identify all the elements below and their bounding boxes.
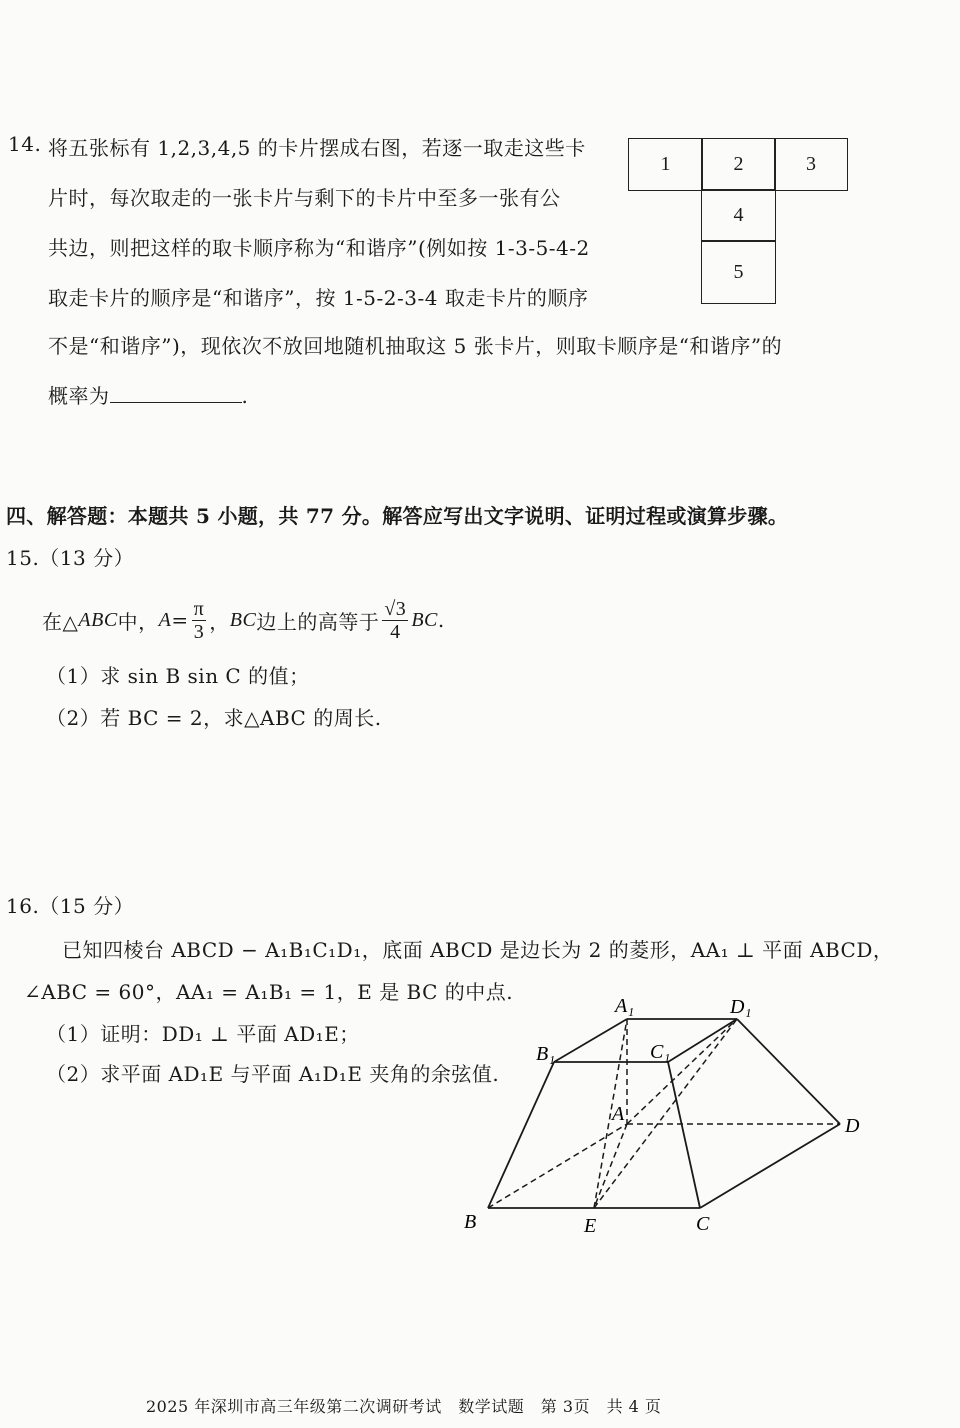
card-5: 5 [701,240,776,304]
q14-line-1: 将五张标有 1,2,3,4,5 的卡片摆成右图，若逐一取走这些卡 [48,136,586,160]
fraction-2-denominator: 4 [390,620,401,643]
fraction-1-numerator: π [193,597,205,620]
label-d1: D₁ [730,996,752,1018]
q15-stem-bc-2: BC [411,608,438,631]
edge-b1-b [488,1062,554,1208]
label-c: C [696,1213,710,1235]
q15-stem-comma: ， [209,609,230,634]
edge-c1-c [668,1062,700,1208]
label-a: A [612,1103,625,1125]
section-4-heading: 四、解答题：本题共 5 小题，共 77 分。解答应写出文字说明、证明过程或演算步骤。 [6,504,789,528]
q15-stem-equals: = [171,608,189,632]
page-footer: 2025 年深圳市高三年级第二次调研考试 数学试题 第 3页 共 4 页 [146,1397,662,1416]
q14-line-5: 不是“和谐序”)，现依次不放回地随机抽取这 5 张卡片，则取卡顺序是“和谐序”的 [48,334,783,358]
edge-d1-d [737,1019,840,1124]
card-4: 4 [701,189,776,242]
label-b1: B₁ [536,1043,556,1065]
q15-stem-bc: BC [229,608,257,631]
q16-part-1: （1）证明：DD₁ ⊥ 平面 AD₁E； [46,1022,360,1046]
q15-stem-angle-a: A [158,608,172,631]
edge-c1-d1 [668,1019,737,1062]
q14-number: 14. [8,132,42,156]
q15-stem-text-a: 在△ [42,609,79,634]
edge-b1-a1 [554,1019,627,1062]
q15-stem-abc: ABC [78,608,118,631]
fraction-2-numerator: √3 [384,597,407,620]
q15-part-2: （2）若 BC = 2，求△ABC 的周长. [46,706,382,730]
label-e: E [584,1215,597,1237]
q15-stem-period: . [437,608,445,632]
card-3: 3 [774,138,848,191]
segment-a-e [594,1124,627,1208]
q16-header: 16.（15 分） [6,894,135,918]
label-d: D [845,1115,860,1137]
q15-part-1: （1）求 sin B sin C 的值； [46,664,310,688]
q14-last-suffix: . [241,384,249,408]
q16-line-1: 已知四棱台 ABCD − A₁B₁C₁D₁，底面 ABCD 是边长为 2 的菱形，AA₁ ⊥ 平面 ABCD， [62,938,894,962]
label-c1: C₁ [650,1041,671,1063]
q14-last-prefix: 概率为 [48,384,110,408]
q15-stem-text-b: 中， [117,609,159,634]
edge-c-d [700,1124,840,1208]
q14-line-3: 共边，则把这样的取卡顺序称为“和谐序”(例如按 1-3-5-4-2 [48,236,590,260]
q15-stem-text-d: 边上的高等于 [256,609,380,634]
label-a1: A₁ [615,995,635,1017]
q14-line-2: 片时，每次取走的一张卡片与剩下的卡片中至多一张有公 [48,186,561,210]
q16-line-2: ∠ABC = 60°，AA₁ = A₁B₁ = 1，E 是 BC 的中点. [24,980,514,1004]
q16-part-2: （2）求平面 AD₁E 与平面 A₁D₁E 夹角的余弦值. [46,1062,500,1086]
card-2: 2 [701,138,776,191]
fraction-1-denominator: 3 [193,620,205,643]
segment-a-d1 [627,1019,737,1124]
q14-line-4: 取走卡片的顺序是“和谐序”，按 1-5-2-3-4 取走卡片的顺序 [48,286,589,310]
card-1: 1 [628,138,703,191]
label-b: B [464,1211,477,1233]
q15-header: 15.（13 分） [6,546,135,570]
